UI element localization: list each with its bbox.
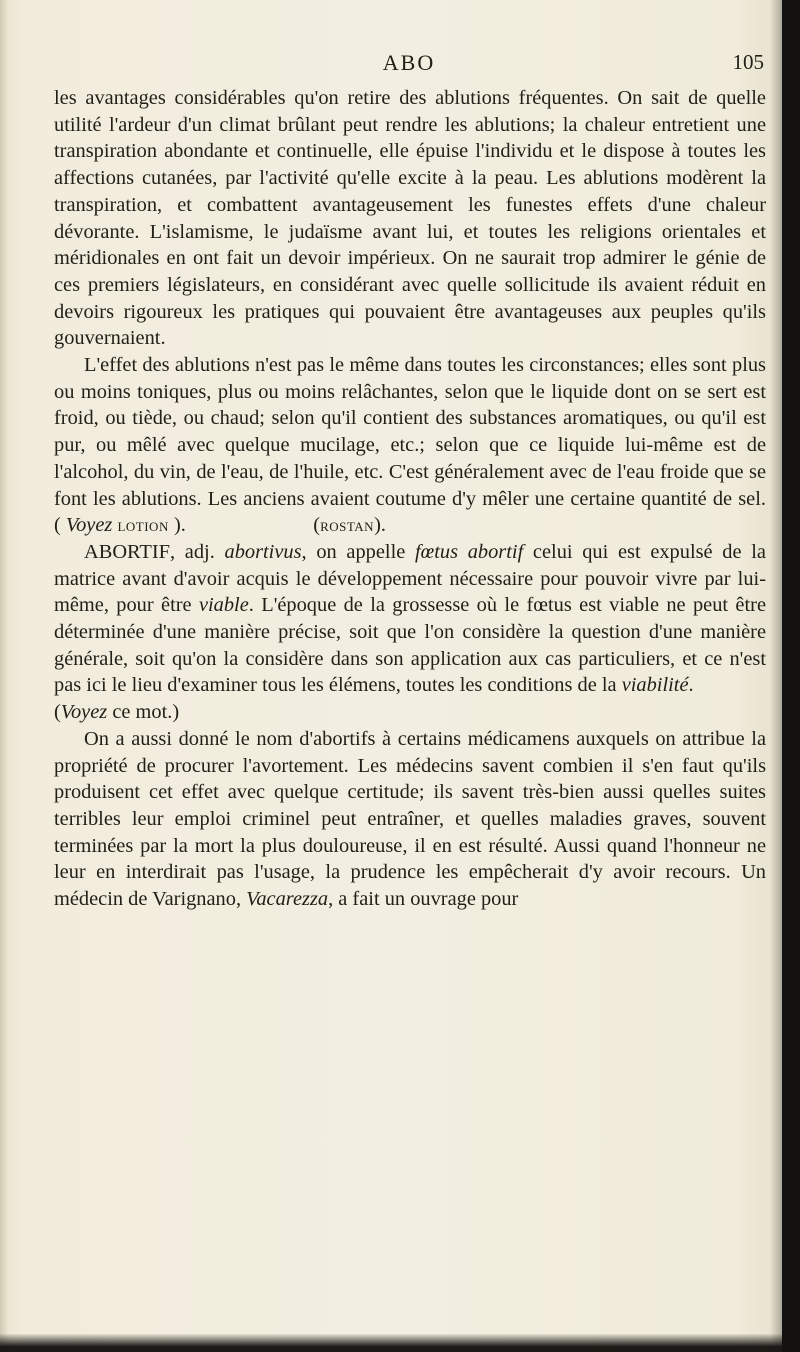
paragraph-abortifs-medicamens: On a aussi donné le nom d'abortifs à certains médicamens auxquels on attribue la propriété de procurer l'avortement. Les médecins savent combien il s'en faut qu'ils produisent cet effet avec quelque certitude; ils savent très-bien aussi quelles suites terribles leur emploi criminel peut entraîner, et quelles maladies graves, souvent terminées par la mort la plus douloureuse, il en est résulté. Aussi quand l'honneur ne leur en interdirait pas l'usage, la prudence les empêcherait d'y avoir recours. Un médecin de Varignano, Vacarezza, a fait un ouvrage pour bbox=[54, 727, 766, 911]
paragraph-ablutions-effects bbox=[54, 352, 766, 539]
running-head: ABO bbox=[382, 50, 436, 75]
voyez-word: Voyez bbox=[65, 514, 113, 537]
page-header bbox=[54, 50, 764, 82]
cross-reference-ce-mot: (Voyez ce mot.) bbox=[54, 701, 180, 724]
author-signature-rostan: (rostan). bbox=[313, 514, 386, 537]
page-left-edge bbox=[0, 0, 8, 1352]
entry-abortif: ABORTIF, adj. abortivus, on appelle fœtus abortif celui qui est expulsé de la matrice avant d'avoir acquis le développement nécessaire pour pouvoir vivre par lui-même, pour être viable. L'époque de la grossesse où le fœtus est viable ne peut être déterminée d'une manière précise, soit que l'on considère la question d'une manière générale, soit qu'on la considère dans son application aux cas particuliers, et ce n'est pas ici le lieu d'examiner tous les élémens, toutes les conditions de la viabilité. (Voyez ce mot.) bbox=[54, 540, 766, 724]
page-gutter-shade bbox=[770, 0, 782, 1352]
entry-part-of-speech: , adj. bbox=[170, 540, 215, 563]
body-text bbox=[54, 85, 766, 913]
term-viabilite: viabilité bbox=[621, 674, 689, 697]
entry-headword: ABORTIF bbox=[84, 540, 171, 563]
page-bottom-shadow bbox=[0, 1334, 782, 1352]
entry-latin-term: abortivus bbox=[224, 540, 302, 563]
voyez-word: Voyez bbox=[60, 701, 108, 724]
author-vacarezza: Vacarezza bbox=[246, 888, 329, 911]
page-right-edge bbox=[782, 0, 800, 1352]
paragraph-text: L'effet des ablutions n'est pas le même dans toutes les circonstances; elles sont plus ou moins toniques, plus ou moins relâchantes, selon que le liquide dont on se sert est froid, ou tiède, ou chaud; selon qu'il contient des substances aromatiques, ou qu'il est pur, ou mêlé avec quelque mucilage, etc.; selon que ce liquide lui-même est de l'alcohol, du vin, de l'eau, de l'huile, etc. C'est généralement avec de l'eau froide que se font les ablutions. Les anciens avaient coutume d'y mêler une certaine quantité de sel. bbox=[54, 354, 766, 510]
term-foetus-abortif: fœtus abortif bbox=[414, 540, 524, 563]
cross-reference-lotion: ( Voyez lotion ). bbox=[54, 514, 186, 537]
term-viable: viable bbox=[198, 594, 249, 617]
cross-reference-target: lotion bbox=[117, 515, 169, 536]
paragraph-ablutions-benefits: les avantages considérables qu'on retire des ablutions fréquentes. On sait de quelle utilité l'ardeur d'un climat brûlant peut rendre les ablutions; la chaleur entretient une transpiration abondante et continuelle, elle épuise l'individu et le dispose à toutes les affections cutanées, par l'activité qu'elle excite à la peau. Les ablutions modèrent la transpiration, et combattent avantageusement les funestes effets d'une chaleur dévorante. L'islamisme, le judaïsme avant lui, et toutes les religions orientales et méridionales en ont fait un devoir impérieux. On ne saurait trop admirer le génie de ces premiers législateurs, en considérant avec quelle sollicitude ils avaient réduit en devoirs rigoureux les pratiques qui pouvaient être avantageuses aux peuples qu'ils gouvernaient. bbox=[54, 87, 766, 350]
page-number: 105 bbox=[732, 50, 764, 74]
